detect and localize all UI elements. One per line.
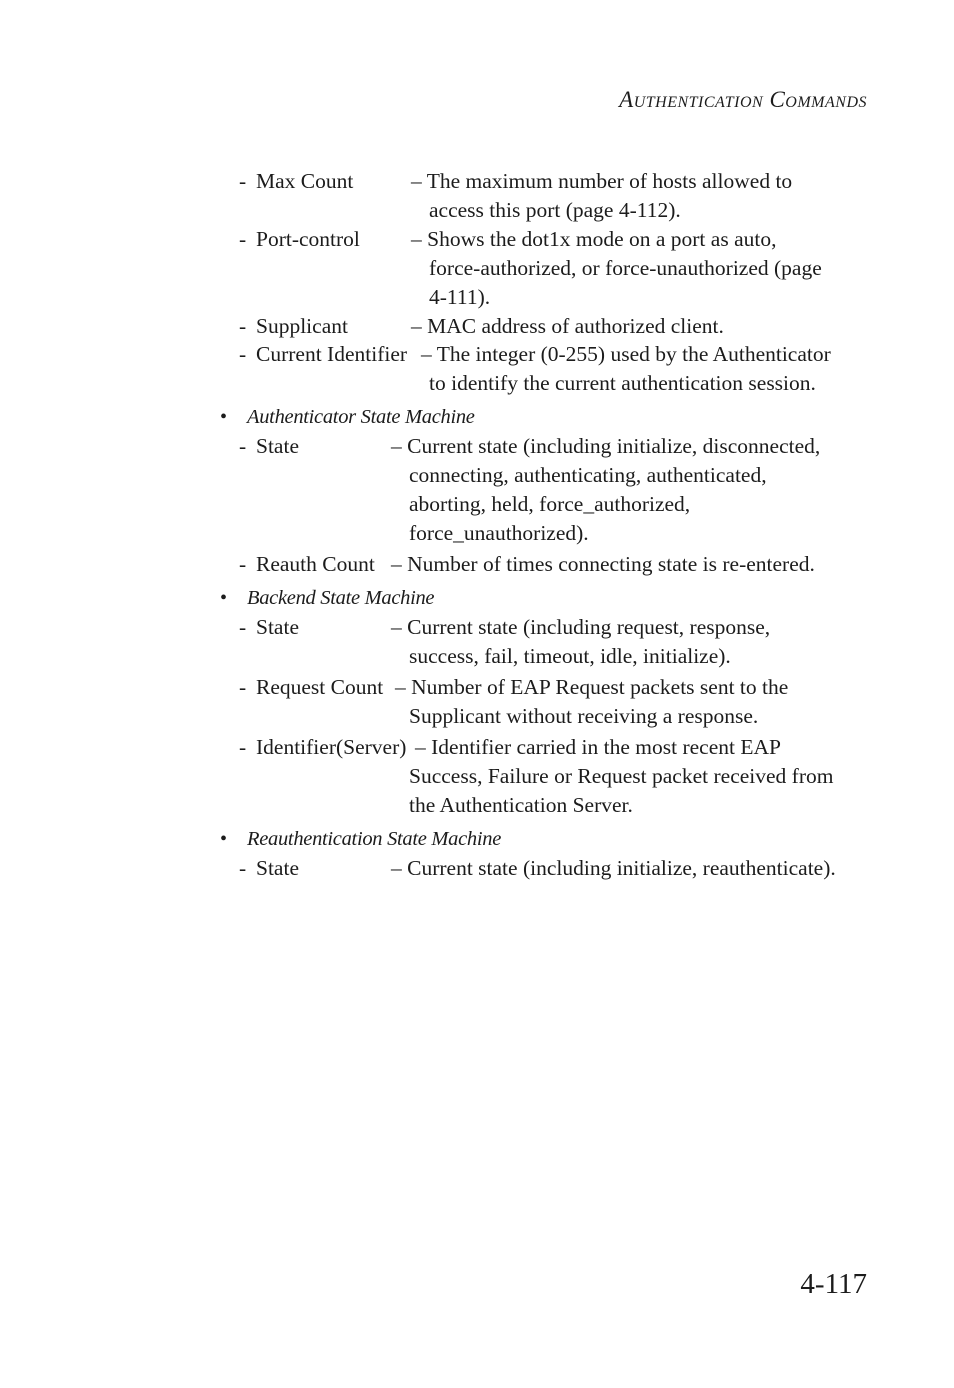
list-dash: - [239,615,247,639]
item-term-port-control: Port-control [256,227,360,251]
header-initial-a: A [619,87,634,112]
item-desc-line: the Authentication Server. [409,793,633,817]
item-term-state: State [256,856,299,880]
list-dash: - [239,434,247,458]
item-desc-line: – Number of times connecting state is re-entered. [391,552,815,576]
item-desc-line: – Shows the dot1x mode on a port as auto, [411,227,777,251]
item-term-state: State [256,615,299,639]
list-dash: - [239,552,247,576]
item-desc-line: – Current state (including initialize, disconnected, [391,434,821,458]
item-desc-line: access this port (page 4-112). [429,198,681,222]
list-dash: - [239,314,247,338]
item-desc-line: Supplicant without receiving a response. [409,704,759,728]
header-word-authentication: UTHENTICATION [633,94,764,111]
item-desc-line: – Identifier carried in the most recent EAP [415,735,781,759]
list-dash: - [239,342,247,366]
section-title-backend: Backend State Machine [247,587,435,609]
list-dash: - [239,675,247,699]
list-dash: - [239,735,247,759]
item-desc-line: Success, Failure or Request packet received from [409,764,834,788]
item-term-current-identifier: Current Identifier [256,342,408,366]
item-term-request-count: Request Count [256,675,384,699]
item-desc-line: to identify the current authentication session. [429,371,816,395]
item-desc-line: success, fail, timeout, idle, initialize). [409,644,731,668]
item-desc-line: – The integer (0-255) used by the Authenticator [421,342,831,366]
bullet-icon: • [220,587,228,609]
section-title-reauthentication: Reauthentication State Machine [247,828,502,850]
list-dash: - [239,856,247,880]
item-desc-line: 4-111). [429,285,491,309]
running-header [619,88,867,111]
header-initial-c: C [769,87,786,112]
item-term-state: State [256,434,299,458]
item-desc-line: force_unauthorized). [409,521,589,545]
item-desc-line: – Current state (including initialize, reauthenticate). [391,856,836,880]
item-term-reauth-count: Reauth Count [256,552,375,576]
header-word-commands: OMMANDS [785,94,867,111]
page-number: 4-117 [800,1268,867,1300]
bullet-icon: • [220,406,228,428]
item-term-identifier-server: Identifier(Server) [256,735,407,759]
item-desc-line: force-authorized, or force-unauthorized (page [429,256,822,280]
list-dash: - [239,227,247,251]
item-desc-line: – The maximum number of hosts allowed to [411,169,793,193]
item-desc-line: – Number of EAP Request packets sent to the [395,675,789,699]
item-desc-line: aborting, held, force_authorized, [409,492,691,516]
item-desc-line: – MAC address of authorized client. [411,314,724,338]
item-term-supplicant: Supplicant [256,314,348,338]
section-title-authenticator: Authenticator State Machine [247,406,475,428]
item-desc-line: connecting, authenticating, authenticated, [409,463,767,487]
bullet-icon: • [220,828,228,850]
item-desc-line: – Current state (including request, response, [391,615,771,639]
list-dash: - [239,169,247,193]
item-term-max-count: Max Count [256,169,354,193]
